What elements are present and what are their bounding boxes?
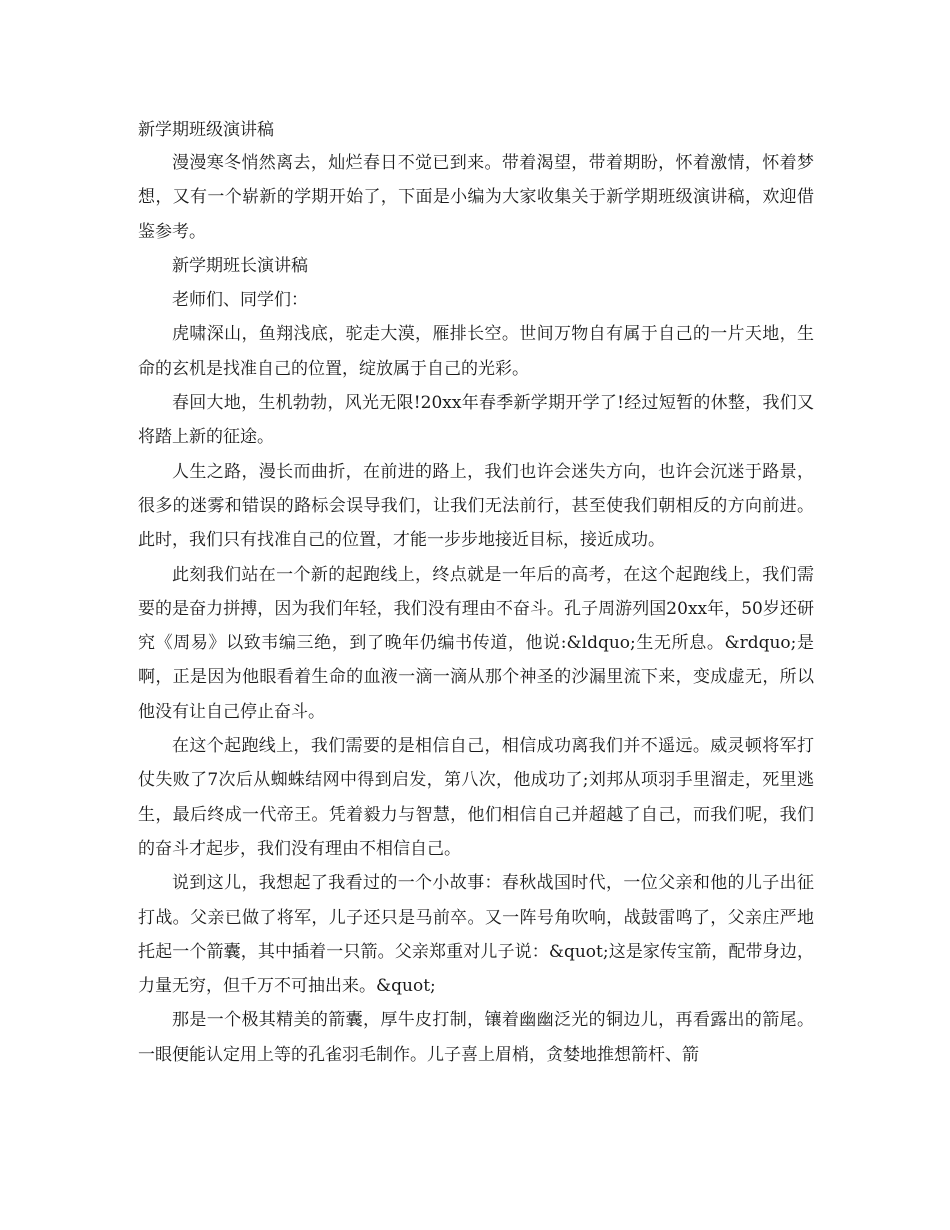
document-body xyxy=(138,114,814,1072)
paragraph: 那是一个极其精美的箭囊，厚牛皮打制，镶着幽幽泛光的铜边儿，再看露出的箭尾。一眼便能认定用上等的孔雀羽毛制作。儿子喜上眉梢，贪婪地推想箭杆、箭 xyxy=(138,1010,814,1065)
paragraph-intro: 漫漫寒冬悄然离去，灿烂春日不觉已到来。带着渴望，带着期盼，怀着激情，怀着梦想，又有一个崭新的学期开始了，下面是小编为大家收集关于新学期班级演讲稿，欢迎借鉴参考。 xyxy=(138,153,814,242)
paragraph: 春回大地，生机勃勃，风光无限!20xx年春季新学期开学了!经过短暂的休整，我们又将踏上新的征途。 xyxy=(138,393,814,448)
paragraph: 此刻我们站在一个新的起跑线上，终点就是一年后的高考，在这个起跑线上，我们需要的是奋力拼搏，因为我们年轻，我们没有理由不奋斗。孔子周游列国20xx年，50岁还研究《周易》以致韦编三绝，到了晚年仍编书传道，他说:&ldquo;生无所息。&rdquo;是啊，正是因为他眼看着生命的血液一滴一滴从那个神圣的沙漏里流下来，变成虚无，所以他没有让自己停止奋斗。 xyxy=(138,564,814,722)
speech-heading: 新学期班长演讲稿 xyxy=(172,255,308,276)
paragraph: 说到这儿，我想起了我看过的一个小故事：春秋战国时代，一位父亲和他的儿子出征打战。父亲已做了将军，儿子还只是马前卒。又一阵号角吹响，战鼓雷鸣了，父亲庄严地托起一个箭囊，其中插着一只箭。父亲郑重对儿子说：&quot;这是家传宝箭，配带身边，力量无穷，但千万不可抽出来。&quot; xyxy=(138,873,814,997)
paragraph: 人生之路，漫长而曲折，在前进的路上，我们也许会迷失方向，也许会沉迷于路景，很多的迷雾和错误的路标会误导我们，让我们无法前行，甚至使我们朝相反的方向前进。此时，我们只有找准自己的位置，才能一步步地接近目标，接近成功。 xyxy=(138,461,814,551)
speech-salutation: 老师们、同学们： xyxy=(172,290,308,311)
document-title: 新学期班级演讲稿 xyxy=(138,120,274,140)
paragraph: 虎啸深山，鱼翔浅底，驼走大漠，雁排长空。世间万物自有属于自己的一片天地，生命的玄机是找准自己的位置，绽放属于自己的光彩。 xyxy=(138,324,814,379)
paragraph: 在这个起跑线上，我们需要的是相信自己，相信成功离我们并不遥远。威灵顿将军打仗失败了7次后从蜘蛛结网中得到启发，第八次，他成功了;刘邦从项羽手里溜走，死里逃生，最后终成一代帝王。凭着毅力与智慧，他们相信自己并超越了自己，而我们呢，我们的奋斗才起步，我们没有理由不相信自己。 xyxy=(138,736,814,859)
